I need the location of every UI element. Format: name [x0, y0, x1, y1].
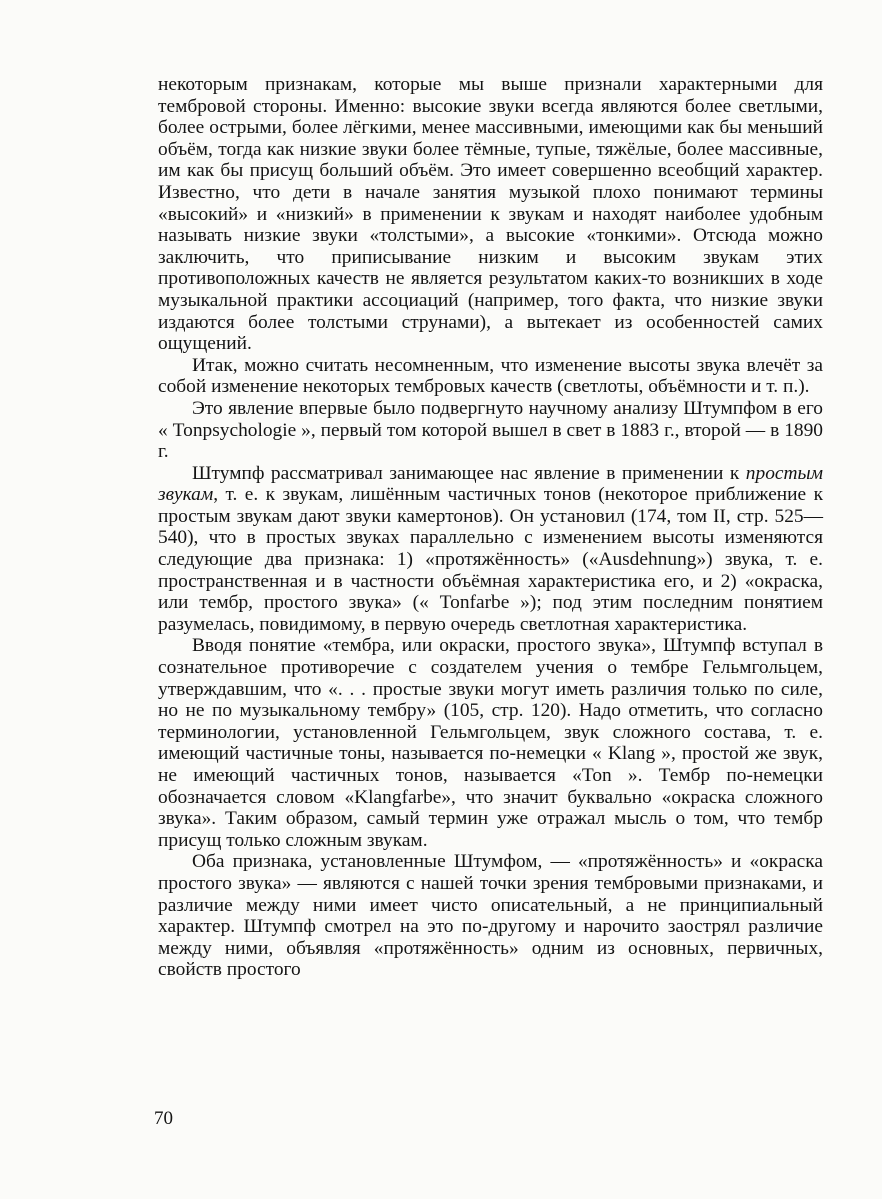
- paragraph: [158, 398, 823, 463]
- paragraph-text: Штумпф рассматривал занимающее нас явление в применении к: [192, 462, 746, 484]
- paragraph-text: , т. е. к звукам, лишённым частичных тонов (некоторое приближение к простым звукам дают звуки камертонов). Он установил (174, том II, стр. 525—540), что в простых звуках параллельно с изменением высоты изменяются следующие два признака: 1) «протяжённость» («Ausdehnung») звука, т. е. пространственная и в частности объёмная характеристика его, и 2) «окраска, или тембр, простого звука» (« Tonfarbe »); под этим последним понятием разумелась, повидимому, в первую очередь светлотная характеристика.: [158, 484, 823, 635]
- page-number: 70: [154, 1108, 173, 1129]
- paragraph: [158, 355, 823, 398]
- paragraph-text: Итак, можно считать несомненным, что изменение высоты звука влечёт за собой изменение некоторых тембровых качеств (светлоты, объёмности и т. п.).: [158, 354, 823, 398]
- paragraph: [158, 851, 823, 981]
- paragraph-text: Оба признака, установленные Штумфом, — «протяжённость» и «окраска простого звука» — являются с нашей точки зрения тембровыми признаками, и различие между ними имеет чисто описательный, а не принципиальный характер. Штумпф смотрел на это по-другому и нарочито заострял различие между ними, объявляя «протяжённость» одним из основных, первичных, свойств простого: [158, 851, 823, 981]
- paragraph-text: Вводя понятие «тембра, или окраски, простого звука», Штумпф вступал в сознательное противоречие с создателем учения о тембре Гельмгольцем, утверждавшим, что «. . . простые звуки могут иметь различия только по силе, но не по музыкальному тембру» (105, стр. 120). Надо отметить, что согласно терминологии, установленной Гельмгольцем, звук сложного состава, т. е. имеющий частичные тоны, называется по-немецки « Klang », простой же звук, не имеющий частичных тонов, называется «Ton ». Тембр по-немецки обозначается словом «Klangfarbe», что значит буквально «окраска сложного звука». Таким образом, самый термин уже отражал мысль о том, что тембр присущ только сложным звукам.: [158, 635, 823, 851]
- body-text: [158, 74, 823, 981]
- paragraph-text: Это явление впервые было подвергнуто научному анализу Штумпфом в его « Tonpsychologie », первый том которой вышел в свет в 1883 г., второй — в 1890 г.: [158, 397, 823, 463]
- paragraph-text: некоторым признакам, которые мы выше признали характерными для тембровой стороны. Именно: высокие звуки всегда являются более светлыми, более острыми, более лёгкими, менее массивными, имеющими как бы меньший объём, тогда как низкие звуки более тёмные, тупые, тяжёлые, более массивные, им как бы присущ больший объём. Это имеет совершенно всеобщий характер. Известно, что дети в начале занятия музыкой плохо понимают термины «высокий» и «низкий» в применении к звукам и находят наиболее удобным называть низкие звуки «толстыми», а высокие «тонкими». Отсюда можно заключить, что приписывание низким и высоким звукам этих противоположных качеств не является результатом каких-то возникших в ходе музыкальной практики ассоциаций (например, того факта, что низкие звуки издаются более толстыми струнами), а вытекает из особенностей самих ощущений.: [158, 74, 823, 355]
- paragraph: [158, 463, 823, 636]
- emphasized-text: простым звукам: [158, 462, 823, 506]
- paragraph: [158, 74, 823, 355]
- paragraph: [158, 635, 823, 851]
